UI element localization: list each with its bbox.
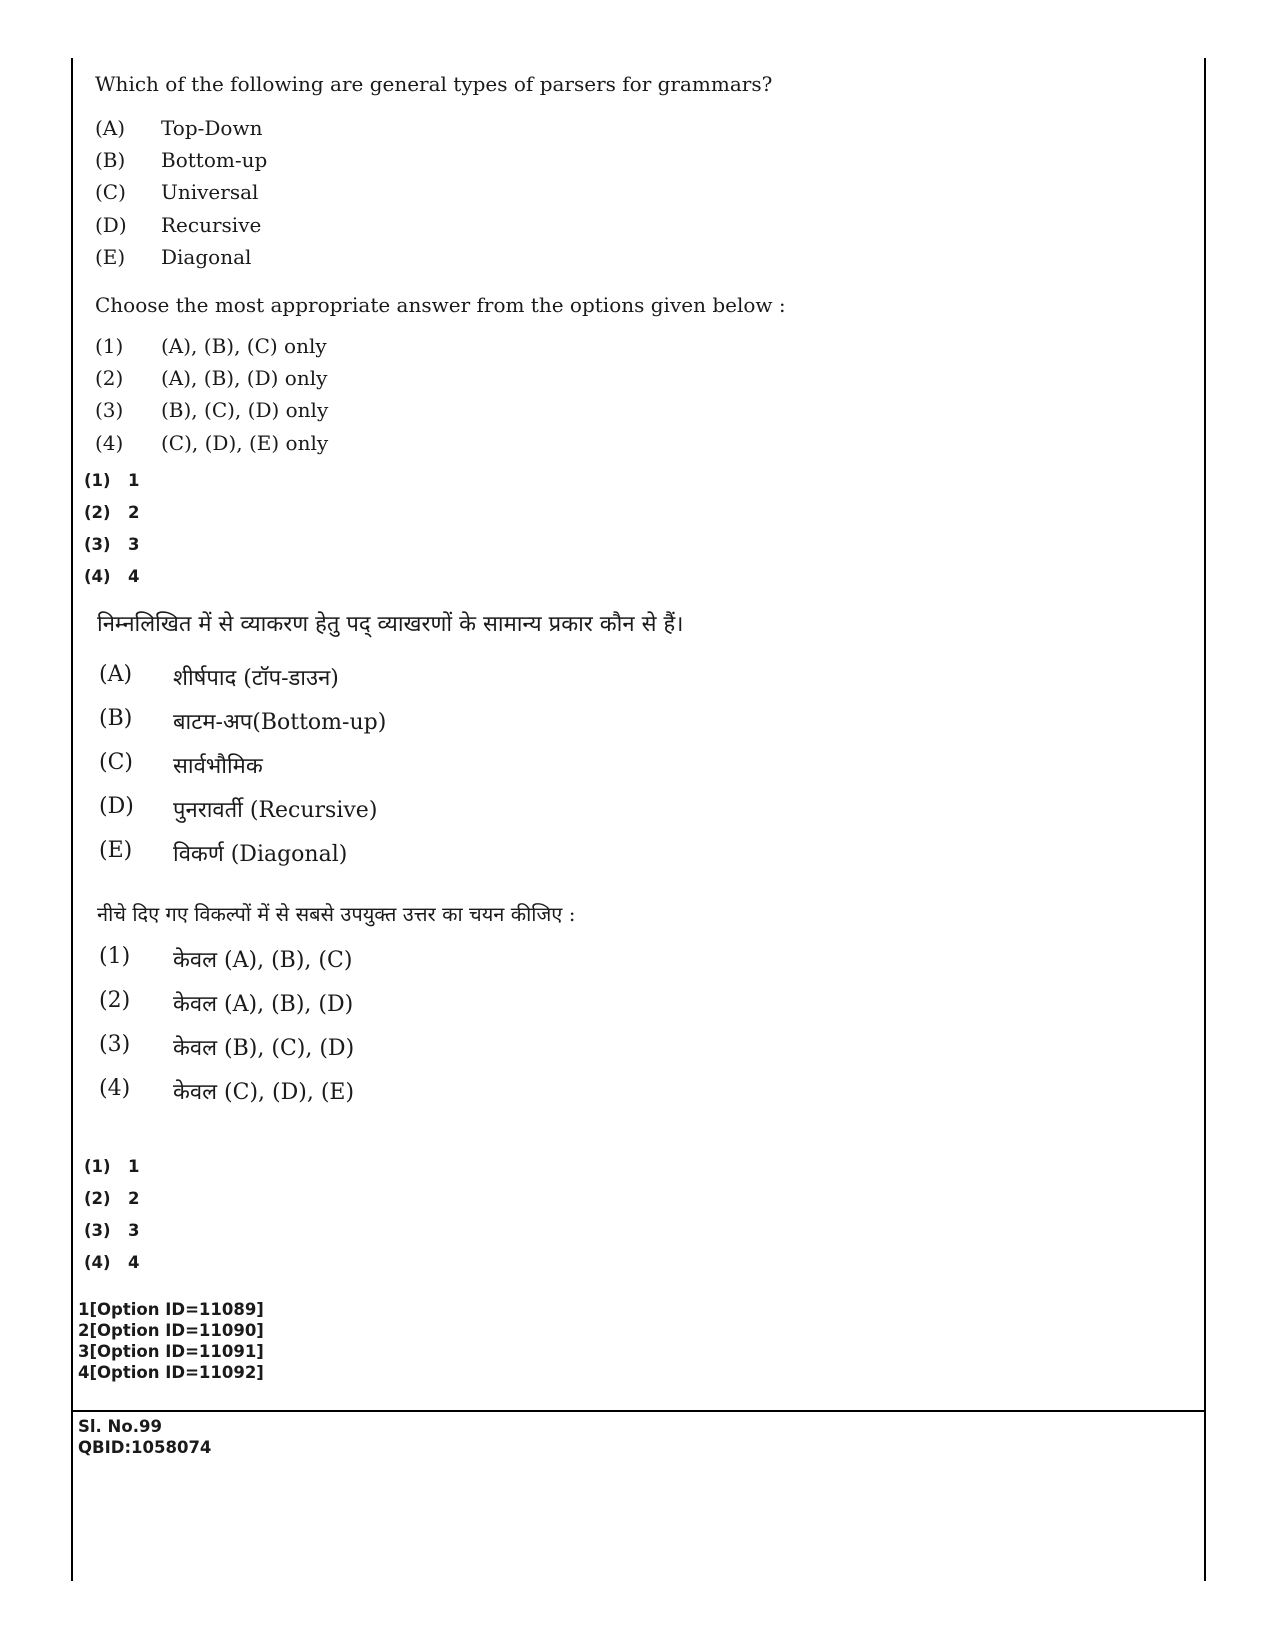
section-divider bbox=[71, 1410, 1206, 1412]
choice-item: (4) केवल (C), (D), (E) bbox=[99, 1076, 355, 1105]
option-id-list bbox=[78, 1299, 264, 1383]
list-item: (E) विकर्ण (Diagonal) bbox=[99, 838, 348, 867]
option-id: 3[Option ID=11091] bbox=[78, 1342, 264, 1361]
option-id: 4[Option ID=11092] bbox=[78, 1363, 264, 1382]
choice-item: (1) (A), (B), (C) only bbox=[95, 334, 327, 358]
choice-item: (1) केवल (A), (B), (C) bbox=[99, 944, 353, 973]
answer-option[interactable]: (3) 3 bbox=[84, 535, 140, 554]
answer-option[interactable]: (4) 4 bbox=[84, 567, 140, 586]
option-id: 2[Option ID=11090] bbox=[78, 1321, 264, 1340]
answer-option[interactable]: (1) 1 bbox=[84, 1157, 140, 1176]
question-text-hi: निम्नलिखित में से व्याकरण हेतु पद् व्याखरणों के सामान्य प्रकार कौन से हैं। bbox=[97, 612, 684, 637]
qbid: QBID:1058074 bbox=[78, 1438, 212, 1457]
instruction-hi: नीचे दिए गए विकल्पों में से सबसे उपयुक्त उत्तर का चयन कीजिए : bbox=[97, 902, 576, 926]
list-item: (A) शीर्षपाद (टॉप-डाउन) bbox=[99, 662, 339, 691]
list-item: (C) सार्वभौमिक bbox=[99, 750, 263, 779]
instruction-en: Choose the most appropriate answer from the options given below : bbox=[95, 293, 786, 317]
choice-item: (2) केवल (A), (B), (D) bbox=[99, 988, 354, 1017]
answer-option[interactable]: (3) 3 bbox=[84, 1221, 140, 1240]
answer-option[interactable]: (4) 4 bbox=[84, 1253, 140, 1272]
choice-item: (4) (C), (D), (E) only bbox=[95, 431, 329, 455]
left-border bbox=[71, 58, 73, 1581]
answer-option[interactable]: (2) 2 bbox=[84, 1189, 140, 1208]
option-id: 1[Option ID=11089] bbox=[78, 1300, 264, 1319]
list-item: (E) Diagonal bbox=[95, 245, 252, 269]
answer-option[interactable]: (1) 1 bbox=[84, 471, 140, 490]
choice-item: (3) (B), (C), (D) only bbox=[95, 398, 329, 422]
list-item: (B) Bottom-up bbox=[95, 148, 268, 172]
serial-number: Sl. No.99 bbox=[78, 1417, 162, 1436]
answer-option[interactable]: (2) 2 bbox=[84, 503, 140, 522]
list-item: (D) पुनरावर्ती (Recursive) bbox=[99, 794, 378, 823]
right-border bbox=[1204, 58, 1206, 1581]
choice-item: (2) (A), (B), (D) only bbox=[95, 366, 328, 390]
choice-item: (3) केवल (B), (C), (D) bbox=[99, 1032, 355, 1061]
list-item: (D) Recursive bbox=[95, 213, 262, 237]
list-item: (C) Universal bbox=[95, 180, 259, 204]
list-item: (A) Top-Down bbox=[95, 116, 263, 140]
question-text-en: Which of the following are general types of parsers for grammars? bbox=[95, 72, 773, 96]
list-item: (B) बाटम-अप(Bottom-up) bbox=[99, 706, 387, 735]
next-question-meta bbox=[78, 1416, 211, 1458]
